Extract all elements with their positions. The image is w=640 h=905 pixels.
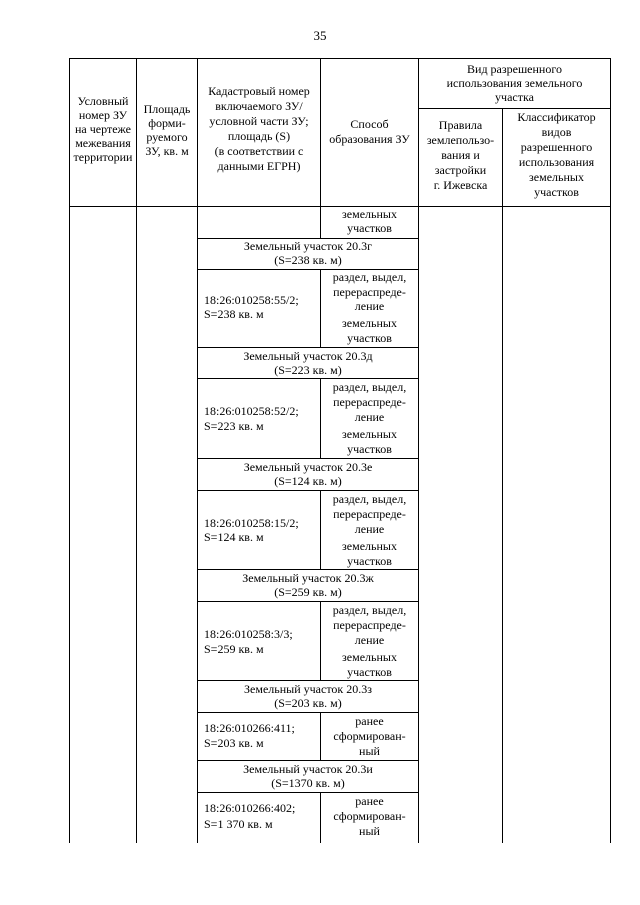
method-line: раздел, выдел, bbox=[332, 492, 407, 506]
header-group-line1: Вид разрешенного bbox=[467, 62, 562, 76]
section-area: (S=203 кв. м) bbox=[274, 696, 342, 710]
header-col5-line2: землепользо- bbox=[426, 133, 495, 147]
header-col1-line4: межевания bbox=[75, 136, 131, 150]
header-col6-line1: Классификатор bbox=[517, 110, 596, 124]
continuation-line1: земельных bbox=[342, 207, 397, 221]
header-col6-line5: земельных bbox=[529, 170, 584, 184]
header-group-line3: участка bbox=[495, 90, 534, 104]
method-line: ление bbox=[354, 410, 385, 424]
cadastral-area: S=1 370 кв. м bbox=[204, 817, 273, 831]
method-line: земельных bbox=[342, 650, 397, 664]
method-line: земельных bbox=[342, 316, 397, 330]
header-col2-line2: форми- bbox=[148, 116, 186, 130]
header-col2-line4: ЗУ, кв. м bbox=[145, 144, 189, 158]
method-line: раздел, выдел, bbox=[332, 380, 407, 394]
page-number: 35 bbox=[313, 28, 327, 43]
cadastral-area: S=259 кв. м bbox=[204, 642, 264, 656]
cadastral-number: 18:26:010258:15/2; bbox=[204, 516, 299, 530]
method-line: ление bbox=[354, 299, 385, 313]
cadastral-area: S=238 кв. м bbox=[204, 307, 264, 321]
header-col1-line3: на чертеже bbox=[75, 122, 131, 136]
method-line: ление bbox=[354, 633, 385, 647]
cadastral-area: S=203 кв. м bbox=[204, 736, 264, 750]
method-line: раздел, выдел, bbox=[332, 270, 407, 284]
cadastral-area: S=223 кв. м bbox=[204, 419, 264, 433]
section-title: Земельный участок 20.3д bbox=[243, 349, 373, 363]
header-col2-line3: руемого bbox=[146, 130, 188, 144]
method-line: земельных bbox=[342, 427, 397, 441]
header-col5-line1: Правила bbox=[438, 118, 483, 132]
header-col1-line1: Условный bbox=[77, 94, 129, 108]
section-title: Земельный участок 20.3ж bbox=[242, 571, 374, 585]
method-line: раздел, выдел, bbox=[332, 603, 407, 617]
cadastral-number: 18:26:010258:55/2; bbox=[204, 293, 299, 307]
header-col5-line3: вания и bbox=[441, 148, 480, 162]
header-col4-line2: образования ЗУ bbox=[329, 132, 410, 146]
continuation-line2: участков bbox=[347, 221, 392, 235]
method-line: сформирован- bbox=[333, 809, 406, 823]
header-col3-line6: данными ЕГРН) bbox=[217, 159, 301, 173]
section-title: Земельный участок 20.3и bbox=[243, 762, 373, 776]
method-line: ранее bbox=[355, 714, 384, 728]
cadastral-number: 18:26:010266:402; bbox=[204, 801, 296, 815]
cadastral-area: S=124 кв. м bbox=[204, 530, 264, 544]
section-area: (S=223 кв. м) bbox=[274, 363, 342, 377]
header-col6-line4: использования bbox=[518, 155, 595, 169]
method-line: перераспреде- bbox=[333, 507, 406, 521]
section-title: Земельный участок 20.3е bbox=[243, 460, 373, 474]
cadastral-number: 18:26:010258:3/3; bbox=[204, 627, 293, 641]
header-col6-line6: участков bbox=[534, 185, 579, 199]
header-col5-line4: застройки bbox=[434, 163, 487, 177]
section-area: (S=259 кв. м) bbox=[274, 585, 342, 599]
cadastral-number: 18:26:010266:411; bbox=[204, 721, 295, 735]
section-title: Земельный участок 20.3г bbox=[243, 239, 373, 253]
method-line: участков bbox=[347, 331, 392, 345]
header-col5-line5: г. Ижевска bbox=[433, 178, 488, 192]
header-col6-line3: разрешенного bbox=[520, 140, 593, 154]
header-col4-line1: Способ bbox=[350, 117, 389, 131]
cadastral-number: 18:26:010258:52/2; bbox=[204, 404, 299, 418]
method-line: участков bbox=[347, 665, 392, 679]
header-col3-line5: (в соответствии с bbox=[214, 144, 304, 158]
header-col1-line2: номер ЗУ bbox=[78, 108, 128, 122]
method-line: участков bbox=[347, 442, 392, 456]
method-line: ранее bbox=[355, 794, 384, 808]
method-line: земельных bbox=[342, 539, 397, 553]
method-line: сформирован- bbox=[333, 729, 406, 743]
header-col3-line2: включаемого ЗУ/ bbox=[215, 99, 303, 113]
header-col3-line1: Кадастровый номер bbox=[208, 84, 310, 98]
header-group-line2: использования земельного bbox=[446, 76, 583, 90]
method-line: ный bbox=[359, 744, 380, 758]
header-col3-line4: площадь (S) bbox=[227, 129, 291, 143]
section-area: (S=124 кв. м) bbox=[274, 474, 342, 488]
method-line: перераспреде- bbox=[333, 395, 406, 409]
method-line: перераспреде- bbox=[333, 618, 406, 632]
header-col6-line2: видов bbox=[541, 125, 572, 139]
section-title: Земельный участок 20.3з bbox=[244, 682, 372, 696]
section-area: (S=238 кв. м) bbox=[274, 253, 342, 267]
method-line: участков bbox=[347, 554, 392, 568]
section-area: (S=1370 кв. м) bbox=[271, 776, 345, 790]
method-line: перераспреде- bbox=[333, 285, 406, 299]
header-col1-line5: территории bbox=[73, 150, 133, 164]
header-col3-line3: условной части ЗУ; bbox=[209, 114, 309, 128]
method-line: ление bbox=[354, 522, 385, 536]
header-col2-line1: Площадь bbox=[143, 102, 191, 116]
method-line: ный bbox=[359, 824, 380, 838]
